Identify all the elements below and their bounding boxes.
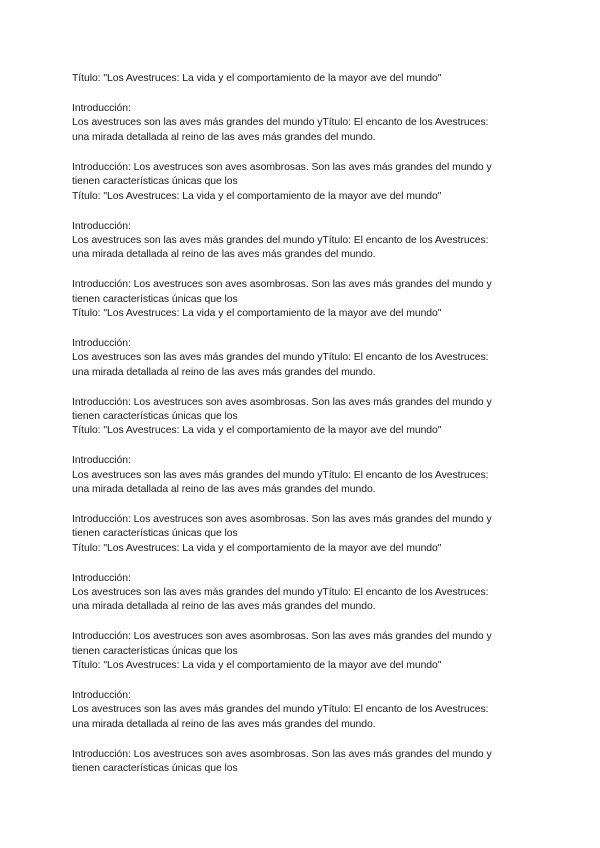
paragraph-line: Los avestruces son las aves más grandes del mundo yTítulo: El encanto de los Avestruces: [72, 470, 489, 481]
paragraph-line: Los avestruces son las aves más grandes del mundo yTítulo: El encanto de los Avestruces: [72, 117, 489, 128]
title-line: Título: "Los Avestruces: La vida y el comportamiento de la mayor ave del mundo" [72, 73, 442, 84]
paragraph-line: una mirada detallada al reino de las aves más grandes del mundo. [72, 484, 376, 495]
paragraph-line: Introducción: Los avestruces son aves asombrosas. Son las aves más grandes del mundo y [72, 514, 492, 525]
paragraph-line: una mirada detallada al reino de las aves más grandes del mundo. [72, 367, 376, 378]
paragraph-line: una mirada detallada al reino de las aves más grandes del mundo. [72, 719, 376, 730]
paragraph-line: Introducción: Los avestruces son aves asombrosas. Son las aves más grandes del mundo y [72, 749, 492, 760]
title-line: Título: "Los Avestruces: La vida y el comportamiento de la mayor ave del mundo" [72, 425, 442, 436]
paragraph-line: tienen características únicas que los [72, 176, 238, 187]
paragraph-line: Los avestruces son las aves más grandes del mundo yTítulo: El encanto de los Avestruces: [72, 587, 489, 598]
paragraph-line: Introducción: Los avestruces son aves asombrosas. Son las aves más grandes del mundo y [72, 162, 492, 173]
intro-heading: Introducción: [72, 455, 131, 466]
title-line: Título: "Los Avestruces: La vida y el comportamiento de la mayor ave del mundo" [72, 191, 442, 202]
paragraph-line: una mirada detallada al reino de las aves más grandes del mundo. [72, 249, 376, 260]
paragraph-line: tienen características únicas que los [72, 411, 238, 422]
title-line: Título: "Los Avestruces: La vida y el comportamiento de la mayor ave del mundo" [72, 308, 442, 319]
paragraph-line: una mirada detallada al reino de las aves más grandes del mundo. [72, 132, 376, 143]
intro-heading: Introducción: [72, 690, 131, 701]
paragraph-line: Introducción: Los avestruces son aves asombrosas. Son las aves más grandes del mundo y [72, 397, 492, 408]
intro-heading: Introducción: [72, 221, 131, 232]
title-line: Título: "Los Avestruces: La vida y el comportamiento de la mayor ave del mundo" [72, 660, 442, 671]
intro-heading: Introducción: [72, 573, 131, 584]
paragraph-line: tienen características únicas que los [72, 528, 238, 539]
paragraph-line: tienen características únicas que los [72, 763, 238, 774]
paragraph-line: Los avestruces son las aves más grandes del mundo yTítulo: El encanto de los Avestruces: [72, 704, 489, 715]
paragraph-line: Introducción: Los avestruces son aves asombrosas. Son las aves más grandes del mundo y [72, 279, 492, 290]
paragraph-line: Introducción: Los avestruces son aves asombrosas. Son las aves más grandes del mundo y [72, 631, 492, 642]
paragraph-line: Los avestruces son las aves más grandes del mundo yTítulo: El encanto de los Avestruces: [72, 352, 489, 363]
title-line: Título: "Los Avestruces: La vida y el comportamiento de la mayor ave del mundo" [72, 543, 442, 554]
intro-heading: Introducción: [72, 338, 131, 349]
intro-heading: Introducción: [72, 103, 131, 114]
paragraph-line: una mirada detallada al reino de las aves más grandes del mundo. [72, 601, 376, 612]
paragraph-line: tienen características únicas que los [72, 646, 238, 657]
paragraph-line: Los avestruces son las aves más grandes del mundo yTítulo: El encanto de los Avestruces: [72, 235, 489, 246]
paragraph-line: tienen características únicas que los [72, 294, 238, 305]
